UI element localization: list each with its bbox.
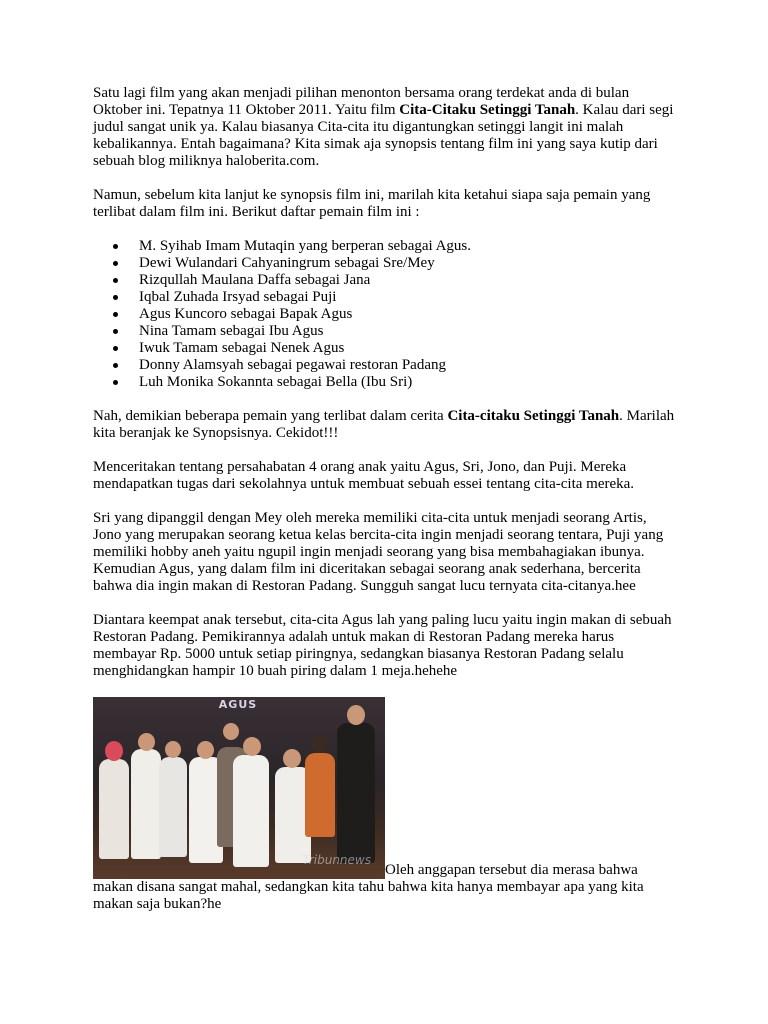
cast-item: Iqbal Zuhada Irsyad sebagai Puji [139, 289, 678, 306]
film-title: Cita-citaku Setinggi Tanah [447, 408, 620, 424]
cast-item: M. Syihab Imam Mutaqin yang berperan sebagai Agus. [139, 238, 678, 255]
figure [99, 759, 129, 859]
transition-text-end: . Marilah kita beranjak ke Synopsisnya. Cekidot!!! [93, 408, 675, 441]
figure-head [347, 705, 365, 725]
story-paragraph-1: Menceritakan tentang persahabatan 4 orang anak yaitu Agus, Sri, Jono, dan Puji. Mereka mendapatkan tugas dari sekolahnya untuk membuat sebuah essei tentang cita-cita mereka. [93, 459, 635, 492]
figure-head [165, 741, 181, 758]
photo-banner: AGUS [218, 698, 258, 711]
transition-text: Nah, demikian beberapa pemain yang terlibat dalam cerita [93, 408, 448, 424]
cast-list [93, 238, 678, 391]
cast-item: Agus Kuncoro sebagai Bapak Agus [139, 306, 678, 323]
story-paragraph-3: Diantara keempat anak tersebut, cita-cita Agus lah yang paling lucu yaitu ingin makan di sebuah Restoran Padang. Pemikirannya adalah untuk makan di Restoran Padang mereka harus membayar Rp. 5000 untuk setiap piringnya, sedangkan biasanya Restoran Padang selalu menghidangkan hampir 10 buah piring dalam 1 meja.hehehe [93, 612, 672, 679]
cast-item: Rizqullah Maulana Daffa sebagai Jana [139, 272, 678, 289]
article-body [93, 85, 678, 913]
figure-head [311, 735, 328, 753]
photo-caption: Oleh anggapan tersebut dia merasa bahwa makan disana sangat mahal, sedangkan kita tahu bahwa kita hanya membayar apa yang kita makan saja bukan?he [93, 862, 644, 912]
figure-head [283, 749, 301, 768]
figure-head [138, 733, 155, 751]
figure-head [243, 737, 261, 756]
figure [337, 723, 375, 863]
intro-paragraph [93, 85, 678, 170]
figure-head [105, 741, 123, 761]
figure-head [197, 741, 214, 759]
figure-head [223, 723, 239, 740]
cast-item: Luh Monika Sokannta sebagai Bella (Ibu Sri) [139, 374, 678, 391]
figure [233, 755, 269, 867]
transition-paragraph [93, 408, 678, 442]
figure [131, 749, 161, 859]
figure [159, 757, 187, 857]
cast-item: Dewi Wulandari Cahyaningrum sebagai Sre/Mey [139, 255, 678, 272]
cast-item: Iwuk Tamam sebagai Nenek Agus [139, 340, 678, 357]
cast-photo [93, 697, 385, 879]
story-paragraph-2: Sri yang dipanggil dengan Mey oleh mereka memiliki cita-cita untuk menjadi seorang Artis, Jono yang merupakan seorang ketua kelas bercita-cita ingin menjadi seorang tentara, Puji yang memiliki hobby aneh yaitu ngupil ingin menjadi seorang yang bisa membahagiakan ibunya. Kemudian Agus, yang dalam film ini diceritakan sebagai seorang anak sederhana, bercerita bahwa dia ingin makan di Restoran Padang. Sungguh sangat lucu ternyata cita-citanya.hee [93, 510, 664, 594]
photo-with-caption [93, 697, 678, 913]
intro-text-end: . Kalau dari segi judul sangat unik ya. Kalau biasanya Cita-cita itu digantungkan setinggi langit ini malah kebalikannya. Entah bagaimana? Kita simak aja synopsis tentang film ini yang saya kutip dari sebuah blog miliknya haloberita.com. [93, 102, 674, 169]
cast-item: Nina Tamam sebagai Ibu Agus [139, 323, 678, 340]
photo-watermark: Tribunnews [302, 853, 371, 867]
film-title: Cita-Citaku Setinggi Tanah [399, 102, 576, 118]
intro-text: Satu lagi film yang akan menjadi pilihan menonton bersama orang terdekat anda di bulan Oktober ini. Tepatnya 11 Oktober 2011. Yaitu film [93, 85, 630, 118]
cast-intro-paragraph: Namun, sebelum kita lanjut ke synopsis film ini, marilah kita ketahui siapa saja pemain yang terlibat dalam film ini. Berikut daftar pemain film ini : [93, 187, 651, 220]
cast-item: Donny Alamsyah sebagai pegawai restoran Padang [139, 357, 678, 374]
figure [305, 753, 335, 837]
